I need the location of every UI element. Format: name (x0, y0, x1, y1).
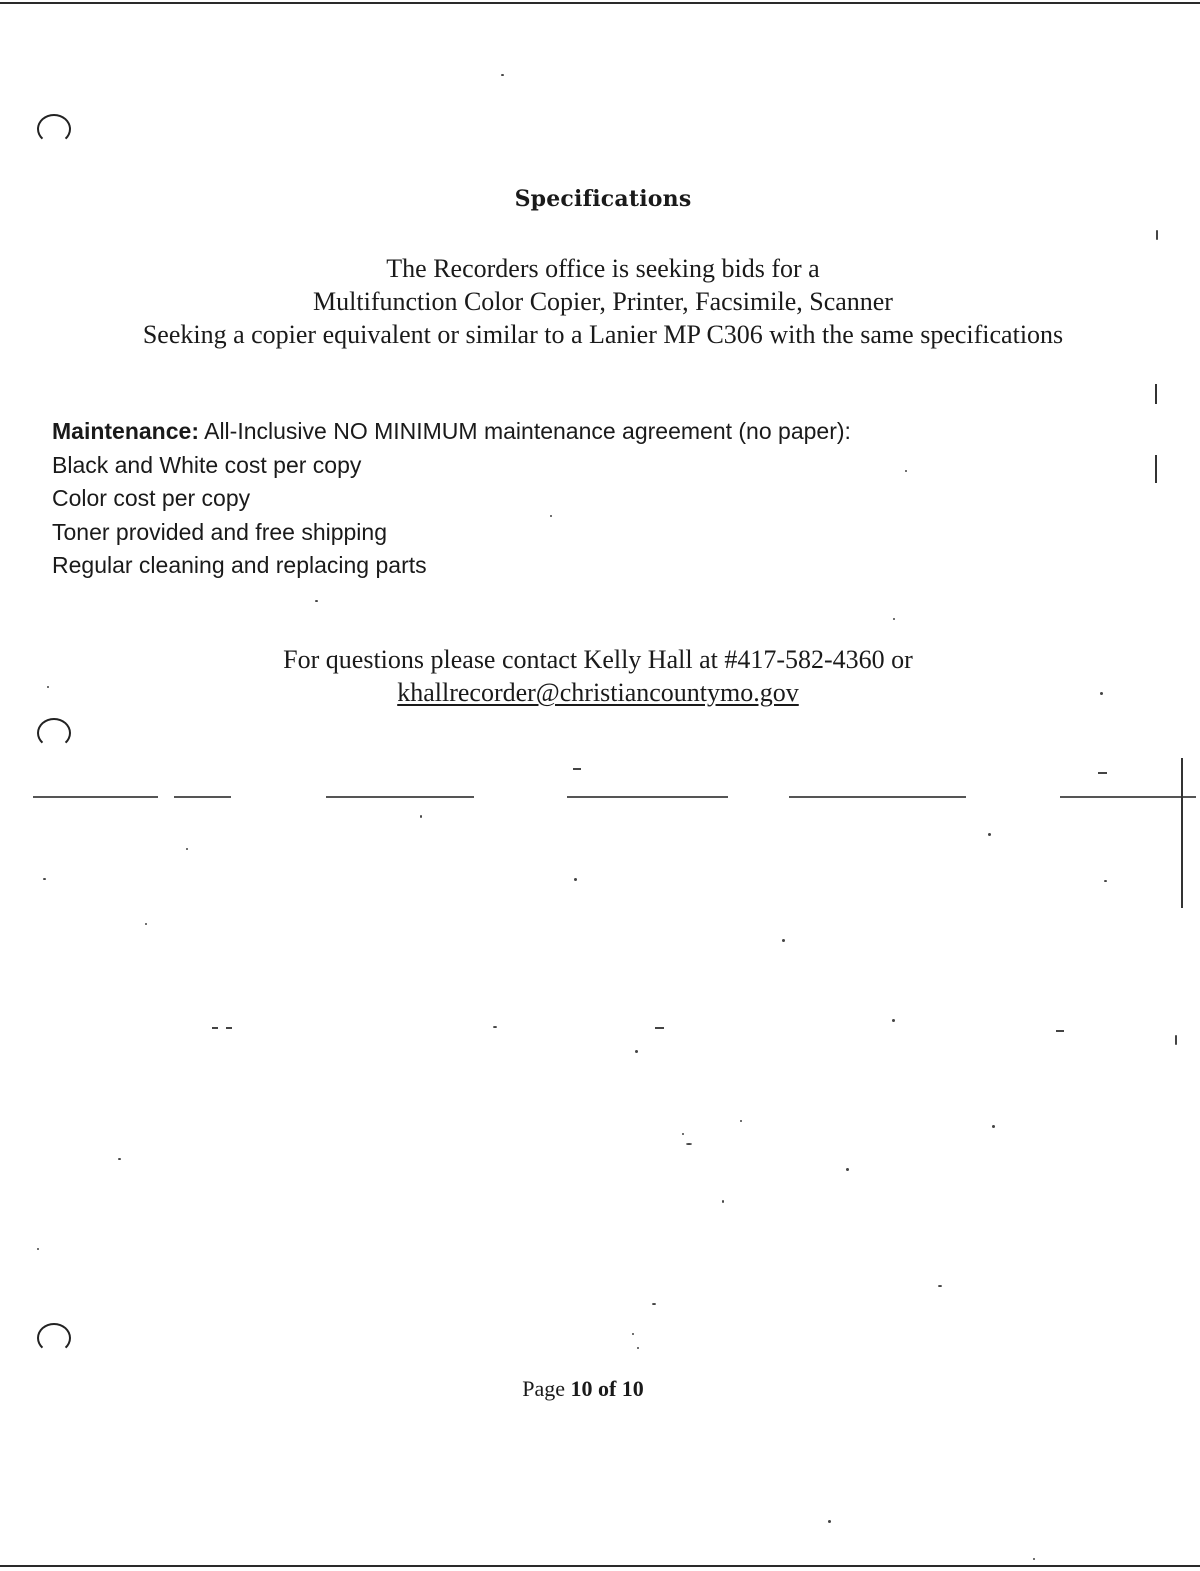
page-number (0, 1376, 1166, 1402)
scan-speck (501, 74, 504, 76)
punch-hole-icon (37, 1323, 71, 1353)
maintenance-item: Regular cleaning and replacing parts (52, 552, 427, 578)
scan-speck (682, 1133, 684, 1135)
punch-hole-icon (37, 718, 71, 748)
contact-section (0, 643, 1196, 709)
scan-speck (632, 1333, 634, 1335)
intro-line: Seeking a copier equivalent or similar to a Lanier MP C306 with the same specifications (142, 320, 1064, 349)
page-number-of: of (597, 1376, 617, 1401)
maintenance-item: Color cost per copy (52, 485, 251, 511)
intro-line: The Recorders office is seeking bids for a (386, 254, 820, 283)
punch-hole-icon (37, 114, 71, 144)
scan-speck (212, 1027, 218, 1029)
contact-line: For questions please contact Kelly Hall at #417-582-4360 or (283, 645, 913, 674)
page-title: Specifications (514, 186, 692, 212)
scan-mark (1155, 384, 1157, 404)
scan-speck (655, 1027, 664, 1029)
scan-speck (892, 1019, 895, 1022)
scan-speck (828, 1520, 831, 1523)
scan-speck (1104, 880, 1107, 882)
scan-speck (1056, 1030, 1064, 1032)
maintenance-item: Black and White cost per copy (52, 451, 362, 478)
intro-paragraph (0, 252, 1200, 351)
scan-speck (118, 1158, 121, 1160)
scan-speck (226, 1027, 232, 1029)
page-number-prefix: Page (522, 1376, 565, 1401)
scan-speck (635, 1050, 638, 1053)
scan-mark (1155, 455, 1157, 483)
intro-line: Multifunction Color Copier, Printer, Facsimile, Scanner (313, 287, 893, 316)
scan-speck (905, 470, 907, 472)
scan-speck (420, 815, 422, 818)
scan-speck (315, 600, 318, 602)
maintenance-text: All-Inclusive NO MINIMUM maintenance agreement (no paper): (204, 418, 851, 444)
maintenance-section (52, 415, 1052, 583)
scan-speck (782, 939, 785, 942)
scan-speck (574, 878, 577, 881)
maintenance-item: Toner provided and free shipping (52, 518, 388, 545)
scan-speck (686, 1143, 692, 1145)
scan-speck (846, 1168, 849, 1171)
scan-speck (988, 833, 991, 836)
scan-edge-top (0, 2, 1200, 4)
scan-speck (47, 686, 49, 688)
scan-speck (722, 1200, 724, 1203)
maintenance-heading-line (52, 415, 1052, 449)
scan-edge-bottom (0, 1565, 1200, 1567)
page-number-total: 10 (621, 1376, 644, 1401)
scan-speck (145, 923, 147, 925)
scan-speck (893, 618, 895, 620)
scan-speck (550, 515, 552, 517)
scan-speck (1098, 772, 1107, 774)
scan-speck (652, 1303, 656, 1305)
maintenance-label: Maintenance: (52, 418, 199, 444)
scan-speck (37, 1248, 39, 1250)
scan-speck (186, 848, 188, 850)
scan-dash-line (0, 796, 1200, 797)
contact-email-link[interactable]: khallrecorder@christiancountymo.gov (397, 678, 799, 707)
scan-speck (938, 1285, 942, 1287)
scan-speck (992, 1125, 995, 1128)
scan-speck (493, 1026, 497, 1028)
scan-speck (1156, 230, 1158, 240)
scan-speck (1100, 692, 1103, 695)
scan-speck (637, 1347, 639, 1349)
scan-mark (1181, 758, 1183, 908)
scan-speck (1033, 1558, 1035, 1560)
scan-speck (740, 1120, 742, 1122)
scan-speck (1175, 1035, 1177, 1045)
scan-speck (43, 878, 46, 880)
scan-speck (573, 768, 581, 770)
page-number-current: 10 (570, 1376, 593, 1401)
